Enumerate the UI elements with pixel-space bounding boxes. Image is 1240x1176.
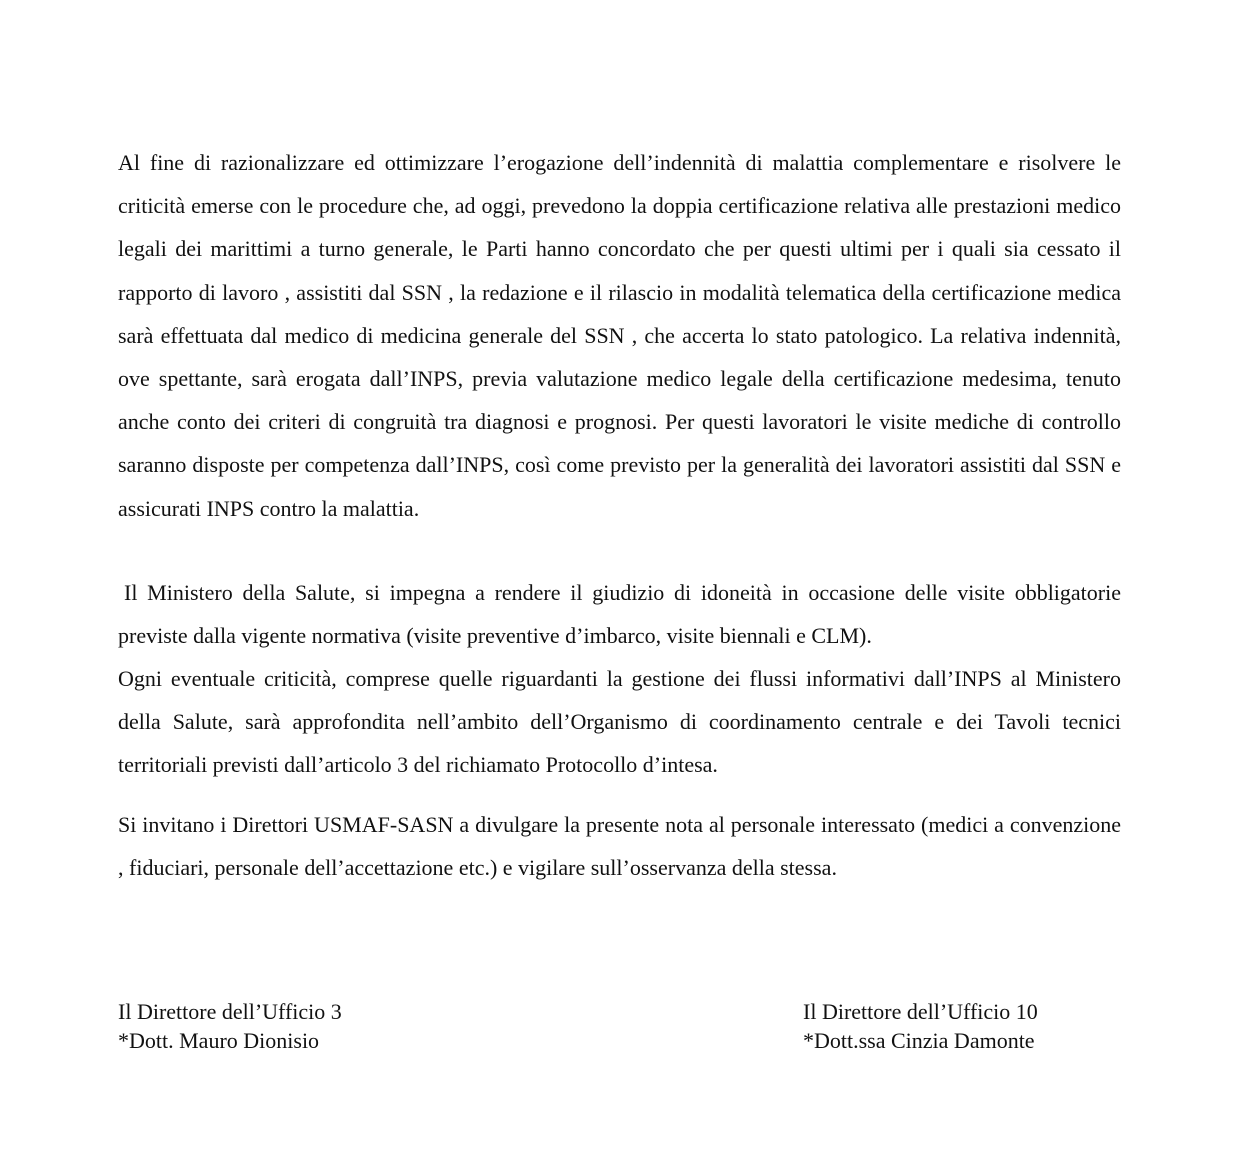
signature-name: *Dott.ssa Cinzia Damonte — [803, 1028, 1035, 1053]
signature-block-office-3 — [118, 997, 342, 1055]
signature-block-office-10 — [803, 997, 1038, 1055]
signature-title: Il Direttore dell’Ufficio 3 — [118, 999, 342, 1024]
paragraph-ministry-commitment: Il Ministero della Salute, si impegna a rendere il giudizio di idoneità in occasione delle visite obbligatorie previste dalla vigente normativa (visite preventive d’imbarco, visite biennali e CLM). — [118, 580, 1121, 649]
paragraph-invitation-directors: Si invitano i Direttori USMAF-SASN a divulgare la presente nota al personale interessato (medici a convenzione , fiduciari, personale dell’accettazione etc.) e vigilare sull’osservanza della stessa. — [118, 812, 1121, 881]
signature-title: Il Direttore dell’Ufficio 10 — [803, 999, 1038, 1024]
paragraph-sickness-allowance: Al fine di razionalizzare ed ottimizzare l’erogazione dell’indennità di malattia complementare e risolvere le criticità emerse con le procedure che, ad oggi, prevedono la doppia certificazione relativa alle prestazioni medico legali dei marittimi a turno generale, le Parti hanno concordato che per questi ultimi per i quali sia cessato il rapporto di lavoro , assistiti dal SSN , la redazione e il rilascio in modalità telematica della certificazione medica sarà effettuata dal medico di medicina generale del SSN , che accerta lo stato patologico. La relativa indennità, ove spettante, sarà erogata dall’INPS, previa valutazione medico legale della certificazione medesima, tenuto anche conto dei criteri di congruità tra diagnosi e prognosi. Per questi lavoratori le visite mediche di controllo saranno disposte per competenza dall’INPS, così come previsto per la generalità dei lavoratori assistiti dal SSN e assicurati INPS contro la malattia. — [118, 150, 1121, 521]
paragraph-critical-issues: Ogni eventuale criticità, comprese quelle riguardanti la gestione dei flussi informativi dall’INPS al Ministero della Salute, sarà approfondita nell’ambito dell’Organismo di coordinamento centrale e dei Tavoli tecnici territoriali previsti dall’articolo 3 del richiamato Protocollo d’intesa. — [118, 666, 1121, 778]
signature-name: *Dott. Mauro Dionisio — [118, 1028, 320, 1053]
